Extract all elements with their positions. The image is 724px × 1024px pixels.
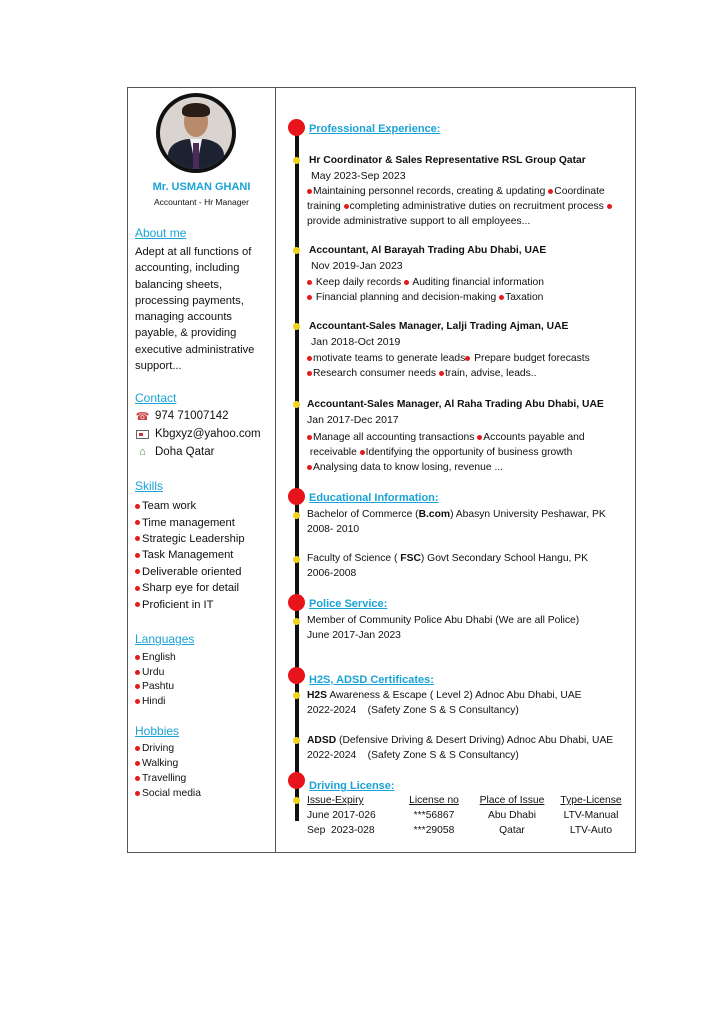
avatar: [156, 93, 236, 173]
timeline-marker: [293, 401, 300, 408]
timeline-marker: [293, 692, 300, 699]
license-cell: LTV-Auto: [569, 825, 613, 836]
license-col-header: Issue-Expiry: [307, 795, 364, 806]
hobbies-list: [135, 741, 201, 801]
language-item: Hindi: [135, 694, 176, 709]
skill-item: Time management: [135, 514, 245, 530]
job-title: Accountant, Al Barayah Trading Abu Dhabi, UAE: [309, 245, 547, 256]
contact-location: [135, 446, 214, 458]
job-duties: motivate teams to generate leads Prepare budget forecasts Research consumer needs train, advise, leads..: [307, 351, 637, 381]
job-title: Accountant-Sales Manager, Al Raha Trading Abu Dhabi, UAE: [307, 399, 604, 410]
hobby-item: Walking: [135, 756, 201, 771]
timeline-dot: [288, 772, 305, 789]
hobby-item: Social media: [135, 786, 201, 801]
timeline-dot: [288, 488, 305, 505]
hobby-item: Travelling: [135, 771, 201, 786]
license-heading: Driving License:: [309, 780, 395, 792]
job-dates: May 2023-Sep 2023: [311, 170, 406, 182]
hobbies-heading: Hobbies: [135, 724, 180, 738]
timeline-line: [295, 121, 299, 821]
license-cell: Qatar: [499, 825, 525, 836]
about-text: Adept at all functions of accounting, including balancing sheets, processing payments, managing accounts payable, & providing executive administrative support...: [135, 246, 255, 373]
education-entry: Faculty of Science ( FSC) Govt Secondary School Hangu, PK: [307, 553, 589, 564]
skill-item: Team work: [135, 498, 245, 514]
certificate-entry: ADSD (Defensive Driving & Desert Driving) Adnoc Abu Dhabi, UAE: [307, 735, 614, 746]
license-cell: ***56867: [413, 810, 455, 821]
license-cell: LTV-Manual: [563, 810, 619, 821]
phone-text: 974 71007142: [155, 410, 229, 422]
timeline-marker: [293, 797, 300, 804]
language-item: English: [135, 650, 176, 665]
police-dates: June 2017-Jan 2023: [307, 630, 401, 641]
skill-item: Sharp eye for detail: [135, 580, 245, 596]
timeline-marker: [293, 247, 300, 254]
police-text: Member of Community Police Abu Dhabi (We are all Police): [307, 615, 580, 626]
education-heading: Educational Information:: [309, 492, 439, 504]
timeline-dot: [288, 667, 305, 684]
education-dates: 2006-2008: [307, 568, 357, 579]
phone-icon: ☎: [135, 410, 150, 423]
language-item: Pashtu: [135, 680, 176, 695]
license-col-header: Type-License: [560, 795, 622, 806]
languages-list: [135, 650, 176, 709]
certificate-detail: 2022-2024 (Safety Zone S & S Consultancy): [307, 750, 519, 761]
timeline-marker: [293, 157, 300, 164]
job-dates: Nov 2019-Jan 2023: [311, 260, 403, 272]
profile-name: Mr. USMAN GHANI: [152, 181, 251, 193]
timeline-dot: [288, 119, 305, 136]
home-icon: ⌂: [139, 446, 146, 458]
job-duties: Keep daily records Auditing financial information Financial planning and decision-making Taxation: [307, 275, 637, 305]
sidebar: [128, 88, 275, 852]
certificates-heading: H2S, ADSD Certificates:: [309, 674, 434, 686]
timeline-marker: [293, 323, 300, 330]
skill-item: Deliverable oriented: [135, 564, 245, 580]
timeline-marker: [293, 618, 300, 625]
license-col-header: License no: [409, 795, 459, 806]
skill-item: Strategic Leadership: [135, 531, 245, 547]
hobby-item: Driving: [135, 741, 201, 756]
license-row: [307, 823, 627, 838]
main-content: [276, 88, 635, 852]
license-row: [307, 808, 627, 823]
experience-heading: Professional Experience:: [309, 123, 441, 135]
timeline-dot: [288, 594, 305, 611]
skill-item: Task Management: [135, 547, 245, 563]
education-entry: Bachelor of Commerce (B.com) Abasyn University Peshawar, PK: [307, 509, 606, 520]
license-cell: June 2017-026: [307, 810, 376, 821]
job-dates: Jan 2017-Dec 2017: [307, 414, 399, 426]
contact-phone: [135, 410, 229, 422]
contact-heading: Contact: [135, 391, 177, 405]
timeline-marker: [293, 556, 300, 563]
about-heading: About me: [135, 226, 187, 240]
email-text: Kbgxyz@yahoo.com: [155, 428, 261, 440]
skills-heading: Skills: [135, 479, 164, 493]
education-dates: 2008- 2010: [307, 524, 360, 535]
police-heading: Police Service:: [309, 598, 388, 610]
location-text: Doha Qatar: [155, 446, 215, 458]
certificate-detail: 2022-2024 (Safety Zone S & S Consultancy): [307, 705, 519, 716]
job-dates: Jan 2018-Oct 2019: [311, 336, 401, 348]
resume-page: [127, 87, 636, 853]
skill-item: Proficient in IT: [135, 596, 245, 612]
certificate-entry: H2S Awareness & Escape ( Level 2) Adnoc Abu Dhabi, UAE: [307, 690, 582, 701]
job-duties: Manage all accounting transactions Accounts payable and receivable Identifying the opportunity of business growth Analysing data to know losing, revenue ...: [307, 430, 637, 475]
license-cell: Sep 2023-028: [307, 825, 375, 836]
license-cell: ***29058: [413, 825, 455, 836]
job-title: Accountant-Sales Manager, Lalji Trading Ajman, UAE: [309, 321, 569, 332]
license-cell: Abu Dhabi: [487, 810, 537, 821]
license-col-header: Place of Issue: [479, 795, 545, 806]
mail-icon: [135, 428, 150, 440]
profile-role: Accountant - Hr Manager: [154, 197, 249, 207]
timeline-marker: [293, 737, 300, 744]
job-title: Hr Coordinator & Sales Representative RSL Group Qatar: [309, 155, 586, 166]
timeline-marker: [293, 512, 300, 519]
license-table: [307, 793, 627, 838]
languages-heading: Languages: [135, 632, 195, 646]
license-header-row: [307, 793, 627, 808]
contact-email: [135, 428, 261, 440]
skills-list: [135, 498, 245, 613]
job-duties: Maintaining personnel records, creating & updating Coordinate training completing administrative duties on recruitment process provide administrative support to all employees...: [307, 184, 637, 229]
language-item: Urdu: [135, 665, 176, 680]
